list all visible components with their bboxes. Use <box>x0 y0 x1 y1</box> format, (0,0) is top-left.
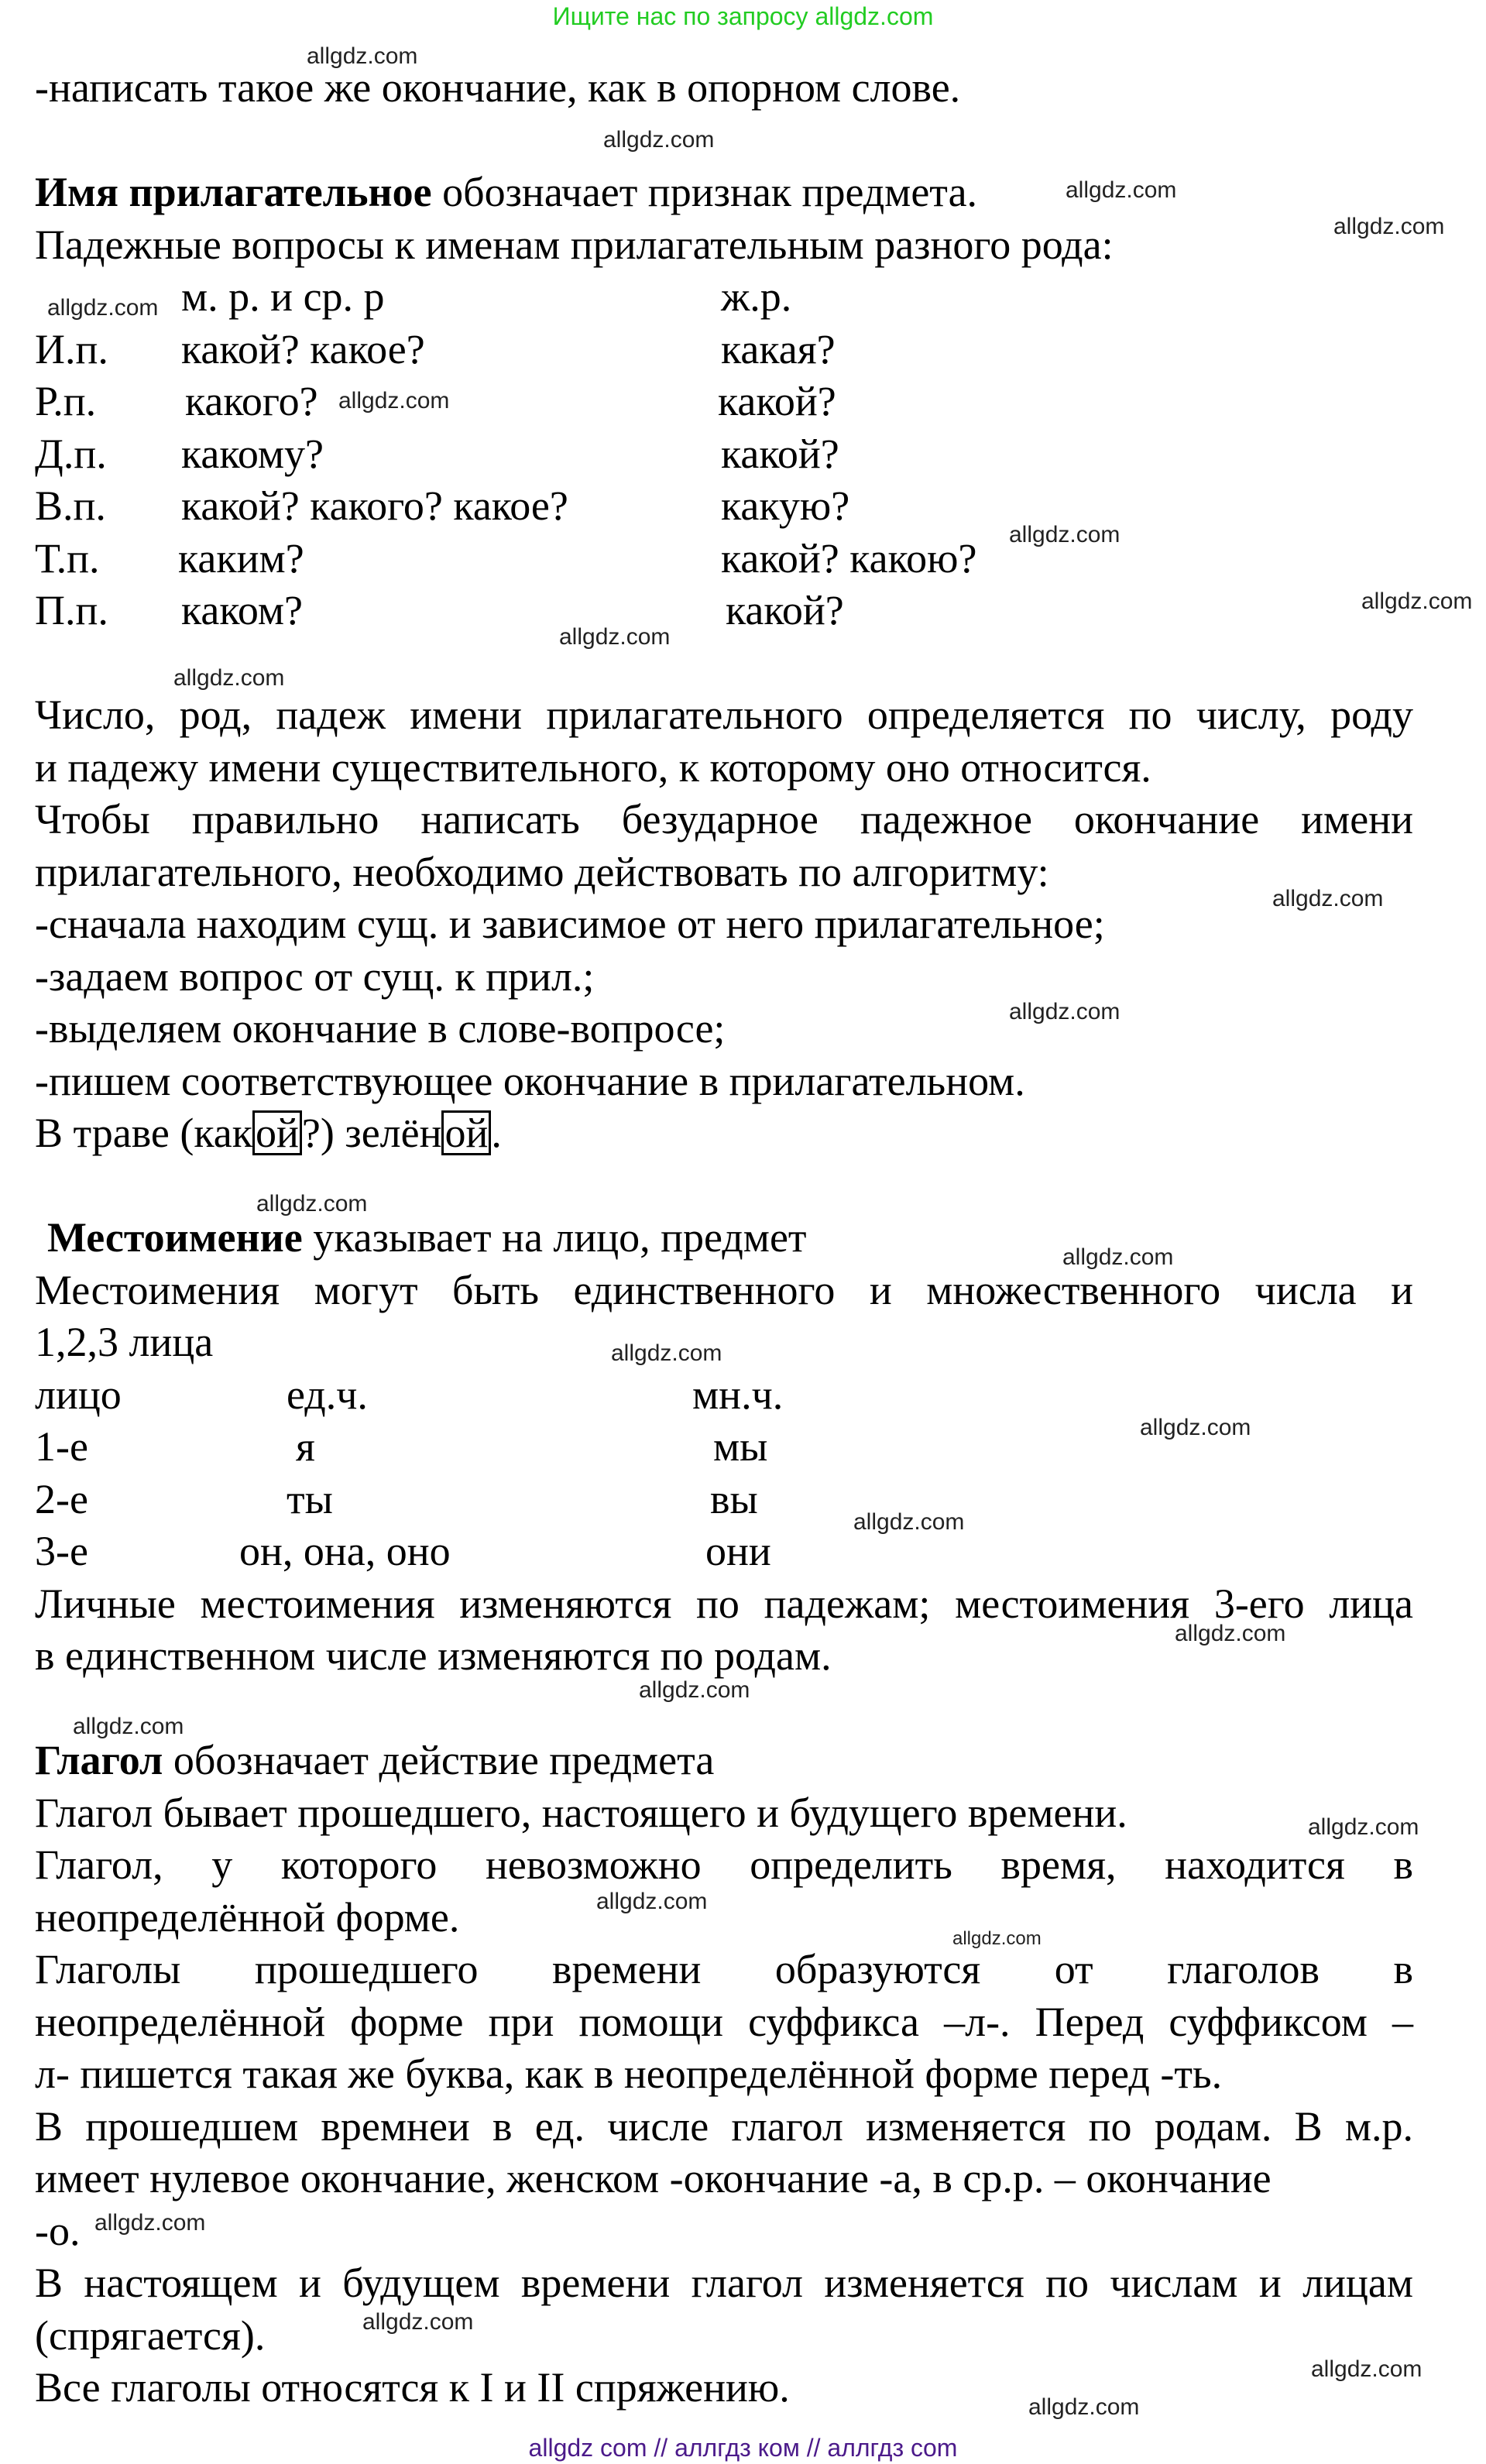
pronoun-line: Местоимения могут быть единственного и множественного числа и <box>35 1266 1413 1313</box>
header-banner[interactable]: Ищите нас по запросу allgdz.com <box>552 2 934 30</box>
paragraph-line: прилагательного, необходимо действовать по алгоритму: <box>35 848 1049 895</box>
case-label: П.п. <box>35 587 108 633</box>
adjective-table-row <box>35 480 1413 533</box>
verb-line: (спрягается). <box>35 2311 266 2359</box>
watermark: allgdz.com <box>596 1889 708 1914</box>
plural: они <box>705 1528 771 1574</box>
verb-line: В настоящем и будущем времени глагол изменяется по числам и лицам <box>35 2260 1413 2306</box>
example-text: . <box>491 1110 502 1156</box>
verb-line: Глагол бывает прошедшего, настоящего и будущего времени. <box>35 1789 1127 1836</box>
fem-question: какой? <box>721 430 839 477</box>
paragraph-line: Число, род, падеж имени прилагательного определяется по числу, роду <box>35 691 1413 738</box>
watermark: allgdz.com <box>73 1714 184 1739</box>
algorithm-step: -выделяем окончание в слове-вопросе; <box>35 1005 726 1052</box>
watermark: allgdz.com <box>952 1928 1042 1949</box>
adjective-table-header <box>35 271 1413 324</box>
algorithm-step: -задаем вопрос от сущ. к прил.; <box>35 952 595 1000</box>
header-singular: ед.ч. <box>287 1371 368 1418</box>
verb-line: имеет нулевое окончание, женском -окончание -а, в ср.р. – окончание <box>35 2155 1272 2201</box>
watermark: allgdz.com <box>611 1340 722 1366</box>
adjective-term: Имя прилагательное <box>35 169 432 215</box>
case-label: Р.п. <box>35 378 97 424</box>
watermark: allgdz.com <box>1028 2394 1140 2420</box>
example-text: В траве (как <box>35 1110 252 1156</box>
pronoun-heading <box>35 1212 1413 1265</box>
verb-heading <box>35 1735 1413 1787</box>
case-label: Д.п. <box>35 430 107 477</box>
plural: мы <box>713 1423 768 1470</box>
watermark: allgdz.com <box>639 1677 750 1703</box>
adjective-table-row <box>35 428 1413 481</box>
masc-question: каким? <box>178 534 304 582</box>
adjective-table-row <box>35 324 1413 376</box>
watermark: allgdz.com <box>256 1191 368 1217</box>
adjective-heading <box>35 166 1413 219</box>
watermark: allgdz.com <box>1311 2356 1423 2382</box>
case-label: Т.п. <box>35 534 100 582</box>
questions-intro: Падежные вопросы к именам прилагательным разного рода: <box>35 221 1114 268</box>
fem-question: какой? какою? <box>721 534 977 582</box>
watermark: allgdz.com <box>1066 177 1177 203</box>
pronoun-term: Местоимение <box>47 1214 303 1261</box>
pronoun-table-row <box>35 1525 1413 1578</box>
adjective-table-row <box>35 533 1413 585</box>
masc-question: какого? <box>185 378 318 424</box>
pronoun-line: в единственном числе изменяются по родам. <box>35 1632 832 1679</box>
header-person: лицо <box>35 1371 122 1418</box>
verb-line: неопределённой форме. <box>35 1893 460 1941</box>
pronoun-table-row <box>35 1474 1413 1526</box>
example-text: ?) зелён <box>301 1110 442 1156</box>
footer-banner[interactable]: allgdz com // аллгдз ком // аллгдз com <box>528 2434 958 2462</box>
watermark: allgdz.com <box>1140 1415 1251 1440</box>
case-label: В.п. <box>35 482 106 529</box>
paragraph-line: Чтобы правильно написать безударное падежное окончание имени <box>35 796 1413 842</box>
verb-line: В прошедшем времнеи в ед. числе глагол изменяется по родам. В м.р. <box>35 2102 1413 2150</box>
watermark: allgdz.com <box>94 2210 206 2236</box>
watermark: allgdz.com <box>362 2309 474 2335</box>
singular: он, она, оно <box>239 1528 451 1574</box>
highlighted-ending: ой <box>441 1110 491 1155</box>
person: 1-е <box>35 1423 88 1470</box>
watermark: allgdz.com <box>307 43 418 69</box>
header-plural: мн.ч. <box>692 1371 784 1418</box>
algorithm-step: -сначала находим сущ. и зависимое от него прилагательное; <box>35 901 1105 947</box>
fem-question: какой? <box>718 378 836 424</box>
verb-definition: обозначает действие предмета <box>163 1737 715 1783</box>
watermark: allgdz.com <box>559 624 671 650</box>
watermark: allgdz.com <box>1361 589 1473 614</box>
verb-term: Глагол <box>35 1737 163 1783</box>
watermark: allgdz.com <box>603 127 715 153</box>
person: 2-е <box>35 1475 88 1522</box>
verb-line: Глагол, у которого невозможно определить время, находится в <box>35 1841 1413 1888</box>
watermark: allgdz.com <box>47 295 159 321</box>
fem-question: какая? <box>721 325 836 372</box>
verb-line: Все глаголы относятся к I и II спряжению. <box>35 2364 790 2411</box>
masc-question: какому? <box>181 430 324 477</box>
verb-line: Глаголы прошедшего времени образуются от глаголов в <box>35 1946 1413 1992</box>
blank-line <box>35 1160 1413 1213</box>
person: 3-е <box>35 1528 88 1574</box>
document-body <box>35 62 1413 2414</box>
adjective-table-row <box>35 376 1413 428</box>
plural: вы <box>710 1475 758 1522</box>
highlighted-ending: ой <box>252 1110 302 1155</box>
header-fem: ж.р. <box>721 273 792 320</box>
pronoun-line: 1,2,3 лица <box>35 1319 214 1365</box>
verb-line: неопределённой форме при помощи суффикса –л-. Перед суффиксом – <box>35 1998 1413 2045</box>
algorithm-step: -пишем соответствующее окончание в прилагательном. <box>35 1057 1025 1104</box>
example-line <box>35 1107 1413 1160</box>
watermark: allgdz.com <box>173 665 285 691</box>
watermark: allgdz.com <box>1272 886 1384 911</box>
watermark: allgdz.com <box>1175 1621 1286 1646</box>
singular: ты <box>287 1475 333 1522</box>
watermark: allgdz.com <box>338 388 450 414</box>
watermark: allgdz.com <box>1062 1244 1174 1270</box>
verb-line: л- пишется такая же буква, как в неопределённой форме перед -ть. <box>35 2050 1223 2097</box>
watermark: allgdz.com <box>1009 522 1121 547</box>
verb-line: -о. <box>35 2207 81 2254</box>
singular: я <box>296 1423 315 1470</box>
intro-line: -написать такое же окончание, как в опорном слове. <box>35 64 961 111</box>
watermark: allgdz.com <box>1308 1814 1419 1840</box>
case-label: И.п. <box>35 325 108 372</box>
watermark: allgdz.com <box>853 1509 965 1535</box>
pronoun-definition: указывает на лицо, предмет <box>302 1214 807 1261</box>
masc-question: каком? <box>181 587 303 633</box>
watermark: allgdz.com <box>1333 214 1445 239</box>
blank-line <box>35 115 1413 167</box>
masc-question: какой? какого? какое? <box>181 482 568 529</box>
adjective-definition: обозначает признак предмета. <box>431 169 978 215</box>
header-masc-neut: м. р. и ср. р <box>181 273 385 320</box>
watermark: allgdz.com <box>1009 999 1121 1024</box>
masc-question: какой? какое? <box>181 325 425 372</box>
pronoun-line: Личные местоимения изменяются по падежам; местоимения 3-его лица <box>35 1580 1413 1627</box>
paragraph-line: и падежу имени существительного, к которому оно относится. <box>35 743 1151 791</box>
pronoun-table-header <box>35 1369 1413 1422</box>
fem-question: какую? <box>721 482 850 529</box>
fem-question: какой? <box>726 587 844 633</box>
adjective-table-row <box>35 585 1413 637</box>
